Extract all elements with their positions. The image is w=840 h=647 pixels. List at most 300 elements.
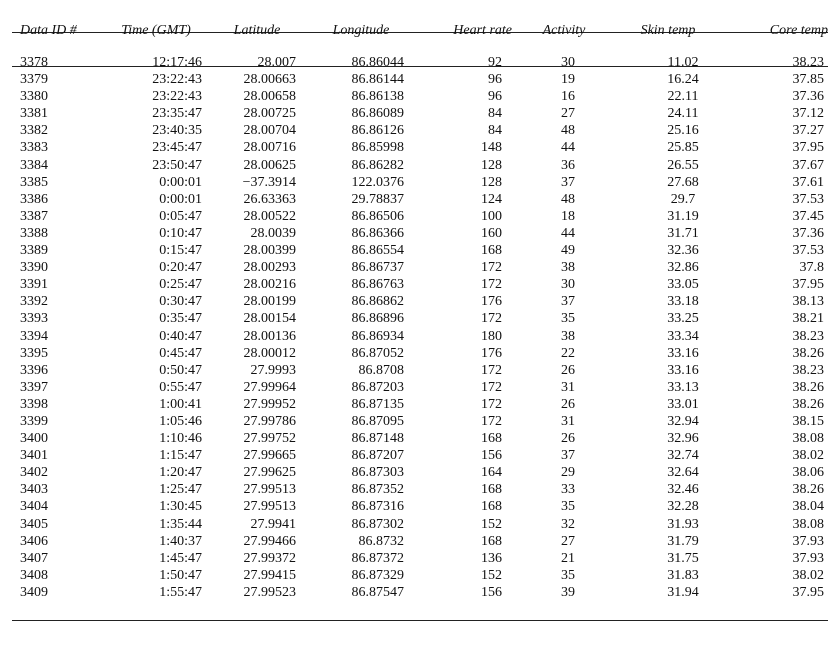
skin-temp-cell: 29.7 [670, 191, 696, 207]
skin-temp-cell: 31.75 [667, 550, 699, 566]
table-body [12, 48, 828, 601]
activity-cell: 37 [561, 448, 575, 464]
longitude-cell: 86.86737 [351, 260, 404, 276]
table-row [12, 259, 828, 276]
latitude-cell: 28.00154 [243, 311, 296, 327]
table-row [12, 464, 828, 481]
activity-cell: 19 [561, 72, 575, 88]
latitude-cell: 27.99952 [243, 396, 296, 412]
longitude-cell: 86.85998 [351, 140, 404, 156]
activity-cell: 16 [561, 89, 575, 105]
heart-rate-cell: 168 [481, 431, 502, 447]
longitude-cell: 86.87207 [351, 448, 404, 464]
time-cell: 0:40:47 [159, 328, 202, 344]
heart-rate-cell: 168 [481, 533, 502, 549]
longitude-cell: 86.87302 [351, 516, 404, 532]
time-cell: 0:35:47 [159, 311, 202, 327]
time-cell: 1:00:41 [159, 396, 202, 412]
longitude-cell: 86.86554 [351, 243, 404, 259]
latitude-cell: 28.00199 [243, 294, 296, 310]
skin-temp-cell: 32.36 [667, 243, 699, 259]
skin-temp-cell: 32.64 [667, 465, 699, 481]
time-cell: 1:35:44 [159, 516, 202, 532]
data-id-cell: 3378 [20, 55, 48, 70]
longitude-cell: 86.86126 [351, 123, 404, 139]
skin-temp-cell: 11.02 [667, 55, 699, 70]
skin-temp-cell: 33.34 [667, 328, 699, 344]
column-header-heart-rate: Heart rate [453, 23, 512, 38]
heart-rate-cell: 172 [481, 413, 502, 429]
table-row [12, 481, 828, 498]
header-row [12, 0, 828, 48]
table-row [12, 516, 828, 533]
time-cell: 1:15:47 [159, 448, 202, 464]
activity-cell: 35 [561, 567, 575, 583]
skin-temp-cell: 32.74 [667, 448, 699, 464]
column-header-longitude: Longitude [332, 23, 390, 38]
skin-temp-cell: 25.16 [667, 123, 699, 139]
time-cell: 1:05:46 [159, 413, 202, 429]
skin-temp-cell: 32.46 [667, 482, 699, 498]
time-cell: 1:55:47 [159, 584, 202, 600]
activity-cell: 22 [561, 345, 575, 361]
latitude-cell: 27.99372 [243, 550, 296, 566]
heart-rate-cell: 156 [481, 448, 502, 464]
core-temp-cell: 37.95 [792, 584, 824, 600]
activity-cell: 33 [561, 482, 575, 498]
core-temp-cell: 38.23 [792, 55, 824, 70]
data-id-cell: 3394 [20, 328, 48, 344]
table-row [12, 430, 828, 447]
skin-temp-cell: 31.71 [667, 225, 699, 241]
table-row [12, 276, 828, 293]
longitude-cell: 86.8732 [358, 533, 404, 549]
activity-cell: 18 [561, 208, 575, 224]
core-temp-cell: 38.13 [792, 294, 824, 310]
longitude-cell: 86.86862 [351, 294, 404, 310]
latitude-cell: 28.007 [257, 55, 296, 70]
table-row [12, 362, 828, 379]
core-temp-cell: 38.06 [792, 465, 824, 481]
table-row [12, 71, 828, 88]
time-cell: 0:05:47 [159, 208, 202, 224]
time-cell: 0:00:01 [159, 191, 202, 207]
activity-cell: 29 [561, 465, 575, 481]
skin-temp-cell: 32.28 [667, 499, 699, 515]
skin-temp-cell: 24.11 [667, 106, 699, 122]
data-id-cell: 3393 [20, 311, 48, 327]
data-id-cell: 3382 [20, 123, 48, 139]
time-cell: 0:20:47 [159, 260, 202, 276]
latitude-cell: 28.00625 [243, 157, 296, 173]
column-header-data-id: Data ID # [20, 23, 77, 38]
table-row [12, 447, 828, 464]
heart-rate-cell: 160 [481, 225, 502, 241]
activity-cell: 49 [561, 243, 575, 259]
time-cell: 12:17:46 [152, 55, 202, 70]
skin-temp-cell: 31.93 [667, 516, 699, 532]
skin-temp-cell: 31.83 [667, 567, 699, 583]
core-temp-cell: 38.23 [792, 328, 824, 344]
table-row [12, 48, 828, 71]
activity-cell: 26 [561, 396, 575, 412]
core-temp-cell: 38.21 [792, 311, 824, 327]
heart-rate-cell: 172 [481, 277, 502, 293]
longitude-cell: 86.86044 [351, 55, 404, 70]
core-temp-cell: 37.67 [792, 157, 824, 173]
column-header-activity: Activity [542, 23, 586, 38]
longitude-cell: 86.87095 [351, 413, 404, 429]
data-id-cell: 3406 [20, 533, 48, 549]
heart-rate-cell: 136 [481, 550, 502, 566]
time-cell: 0:15:47 [159, 243, 202, 259]
latitude-cell: 28.00522 [243, 208, 296, 224]
core-temp-cell: 37.95 [792, 140, 824, 156]
core-temp-cell: 37.53 [792, 243, 824, 259]
heart-rate-cell: 84 [488, 123, 502, 139]
time-cell: 23:22:43 [152, 89, 202, 105]
table-row [12, 139, 828, 156]
core-temp-cell: 37.36 [792, 225, 824, 241]
data-id-cell: 3398 [20, 396, 48, 412]
activity-cell: 21 [561, 550, 575, 566]
data-id-cell: 3404 [20, 499, 48, 515]
longitude-cell: 86.86934 [351, 328, 404, 344]
core-temp-cell: 37.93 [792, 550, 824, 566]
latitude-cell: 27.9993 [250, 362, 296, 378]
heart-rate-cell: 168 [481, 482, 502, 498]
latitude-cell: 27.99964 [243, 379, 296, 395]
table-row [12, 310, 828, 327]
heart-rate-cell: 100 [481, 208, 502, 224]
time-cell: 0:10:47 [159, 225, 202, 241]
skin-temp-cell: 33.16 [667, 345, 699, 361]
longitude-cell: 122.0376 [351, 174, 404, 190]
data-id-cell: 3386 [20, 191, 48, 207]
latitude-cell: 28.00658 [243, 89, 296, 105]
table-row [12, 533, 828, 550]
activity-cell: 26 [561, 431, 575, 447]
table-row [12, 88, 828, 105]
table-row [12, 293, 828, 310]
data-id-cell: 3390 [20, 260, 48, 276]
data-id-cell: 3405 [20, 516, 48, 532]
data-id-cell: 3391 [20, 277, 48, 293]
heart-rate-cell: 164 [481, 465, 502, 481]
longitude-cell: 86.87547 [351, 584, 404, 600]
core-temp-cell: 38.26 [792, 345, 824, 361]
longitude-cell: 86.86506 [351, 208, 404, 224]
time-cell: 0:45:47 [159, 345, 202, 361]
data-id-cell: 3396 [20, 362, 48, 378]
skin-temp-cell: 33.16 [667, 362, 699, 378]
longitude-cell: 86.86366 [351, 225, 404, 241]
data-id-cell: 3409 [20, 584, 48, 600]
data-id-cell: 3388 [20, 225, 48, 241]
core-temp-cell: 38.23 [792, 362, 824, 378]
table-row [12, 157, 828, 174]
core-temp-cell: 37.45 [792, 208, 824, 224]
skin-temp-cell: 26.55 [667, 157, 699, 173]
skin-temp-cell: 32.96 [667, 431, 699, 447]
table-row [12, 345, 828, 362]
table-row [12, 498, 828, 515]
longitude-cell: 86.86089 [351, 106, 404, 122]
longitude-cell: 86.86896 [351, 311, 404, 327]
table-row [12, 242, 828, 259]
latitude-cell: 27.99625 [243, 465, 296, 481]
latitude-cell: 27.99665 [243, 448, 296, 464]
skin-temp-cell: 31.94 [667, 584, 699, 600]
skin-temp-cell: 31.79 [667, 533, 699, 549]
data-id-cell: 3408 [20, 567, 48, 583]
heart-rate-cell: 172 [481, 379, 502, 395]
data-id-cell: 3385 [20, 174, 48, 190]
activity-cell: 26 [561, 362, 575, 378]
skin-temp-cell: 25.85 [667, 140, 699, 156]
activity-cell: 39 [561, 584, 575, 600]
longitude-cell: 86.87148 [351, 431, 404, 447]
column-header-time: Time (GMT) [121, 23, 191, 38]
table-row [12, 174, 828, 191]
table-bottom-rule [12, 620, 828, 621]
data-id-cell: 3392 [20, 294, 48, 310]
heart-rate-cell: 156 [481, 584, 502, 600]
activity-cell: 48 [561, 191, 575, 207]
table-row [12, 396, 828, 413]
activity-cell: 32 [561, 516, 575, 532]
time-cell: 23:45:47 [152, 140, 202, 156]
core-temp-cell: 37.53 [792, 191, 824, 207]
core-temp-cell: 38.26 [792, 379, 824, 395]
skin-temp-cell: 27.68 [667, 174, 699, 190]
longitude-cell: 29.78837 [351, 191, 404, 207]
core-temp-cell: 38.15 [792, 413, 824, 429]
core-temp-cell: 38.02 [792, 448, 824, 464]
time-cell: 1:50:47 [159, 567, 202, 583]
data-id-cell: 3383 [20, 140, 48, 156]
core-temp-cell: 37.93 [792, 533, 824, 549]
heart-rate-cell: 172 [481, 311, 502, 327]
time-cell: 23:22:43 [152, 72, 202, 88]
column-header-latitude: Latitude [233, 23, 281, 38]
data-id-cell: 3387 [20, 208, 48, 224]
longitude-cell: 86.87329 [351, 567, 404, 583]
time-cell: 0:50:47 [159, 362, 202, 378]
heart-rate-cell: 124 [481, 191, 502, 207]
table-row [12, 191, 828, 208]
latitude-cell: 28.00136 [243, 328, 296, 344]
time-cell: 23:35:47 [152, 106, 202, 122]
latitude-cell: 27.99786 [243, 413, 296, 429]
latitude-cell: 28.00293 [243, 260, 296, 276]
heart-rate-cell: 96 [488, 72, 502, 88]
core-temp-cell: 37.27 [792, 123, 824, 139]
skin-temp-cell: 33.01 [667, 396, 699, 412]
heart-rate-cell: 92 [488, 55, 502, 70]
latitude-cell: 27.99415 [243, 567, 296, 583]
latitude-cell: 28.00216 [243, 277, 296, 293]
time-cell: 1:20:47 [159, 465, 202, 481]
longitude-cell: 86.86763 [351, 277, 404, 293]
latitude-cell: 27.99752 [243, 431, 296, 447]
skin-temp-cell: 31.19 [667, 208, 699, 224]
core-temp-cell: 37.85 [792, 72, 824, 88]
table-row [12, 225, 828, 242]
heart-rate-cell: 152 [481, 516, 502, 532]
core-temp-cell: 38.04 [792, 499, 824, 515]
core-temp-cell: 38.26 [792, 396, 824, 412]
time-cell: 1:40:37 [159, 533, 202, 549]
latitude-cell: −37.3914 [242, 174, 296, 190]
latitude-cell: 27.99523 [243, 584, 296, 600]
latitude-cell: 27.9941 [250, 516, 296, 532]
activity-cell: 36 [561, 157, 575, 173]
heart-rate-cell: 128 [481, 157, 502, 173]
time-cell: 1:30:45 [159, 499, 202, 515]
heart-rate-cell: 168 [481, 499, 502, 515]
activity-cell: 30 [561, 277, 575, 293]
data-id-cell: 3397 [20, 379, 48, 395]
heart-rate-cell: 128 [481, 174, 502, 190]
core-temp-cell: 37.61 [792, 174, 824, 190]
activity-cell: 44 [561, 140, 575, 156]
longitude-cell: 86.87303 [351, 465, 404, 481]
column-header-core-temp: Core temp [769, 23, 828, 38]
heart-rate-cell: 96 [488, 89, 502, 105]
data-id-cell: 3407 [20, 550, 48, 566]
data-id-cell: 3380 [20, 89, 48, 105]
data-id-cell: 3389 [20, 243, 48, 259]
data-table [12, 0, 828, 601]
skin-temp-cell: 33.18 [667, 294, 699, 310]
core-temp-cell: 38.08 [792, 431, 824, 447]
activity-cell: 38 [561, 328, 575, 344]
data-id-cell: 3379 [20, 72, 48, 88]
latitude-cell: 28.00663 [243, 72, 296, 88]
longitude-cell: 86.87372 [351, 550, 404, 566]
table-header [12, 0, 828, 48]
longitude-cell: 86.8708 [358, 362, 404, 378]
core-temp-cell: 38.02 [792, 567, 824, 583]
activity-cell: 37 [561, 174, 575, 190]
core-temp-cell: 37.8 [799, 260, 824, 276]
heart-rate-cell: 172 [481, 260, 502, 276]
longitude-cell: 86.87352 [351, 482, 404, 498]
core-temp-cell: 38.26 [792, 482, 824, 498]
longitude-cell: 86.87135 [351, 396, 404, 412]
latitude-cell: 28.00716 [243, 140, 296, 156]
heart-rate-cell: 176 [481, 294, 502, 310]
activity-cell: 31 [561, 413, 575, 429]
table-row [12, 550, 828, 567]
data-id-cell: 3395 [20, 345, 48, 361]
time-cell: 0:30:47 [159, 294, 202, 310]
column-header-skin-temp: Skin temp [640, 23, 696, 38]
data-id-cell: 3402 [20, 465, 48, 481]
table-row [12, 122, 828, 139]
longitude-cell: 86.87203 [351, 379, 404, 395]
longitude-cell: 86.86144 [351, 72, 404, 88]
latitude-cell: 28.0039 [250, 225, 296, 241]
time-cell: 0:55:47 [159, 379, 202, 395]
time-cell: 0:00:01 [159, 174, 202, 190]
heart-rate-cell: 168 [481, 243, 502, 259]
time-cell: 1:45:47 [159, 550, 202, 566]
longitude-cell: 86.87052 [351, 345, 404, 361]
latitude-cell: 27.99513 [243, 482, 296, 498]
table-row [12, 413, 828, 430]
latitude-cell: 28.00704 [243, 123, 296, 139]
latitude-cell: 28.00012 [243, 345, 296, 361]
skin-temp-cell: 16.24 [667, 72, 699, 88]
time-cell: 23:40:35 [152, 123, 202, 139]
skin-temp-cell: 32.86 [667, 260, 699, 276]
data-id-cell: 3384 [20, 157, 48, 173]
activity-cell: 30 [561, 55, 575, 70]
heart-rate-cell: 84 [488, 106, 502, 122]
data-id-cell: 3403 [20, 482, 48, 498]
activity-cell: 27 [561, 106, 575, 122]
latitude-cell: 28.00725 [243, 106, 296, 122]
table-row [12, 567, 828, 584]
skin-temp-cell: 22.11 [667, 89, 699, 105]
table-row [12, 105, 828, 122]
table-row [12, 328, 828, 345]
latitude-cell: 26.63363 [243, 191, 296, 207]
heart-rate-cell: 172 [481, 362, 502, 378]
activity-cell: 44 [561, 225, 575, 241]
time-cell: 1:10:46 [159, 431, 202, 447]
heart-rate-cell: 172 [481, 396, 502, 412]
core-temp-cell: 37.95 [792, 277, 824, 293]
activity-cell: 31 [561, 379, 575, 395]
activity-cell: 35 [561, 499, 575, 515]
time-cell: 23:50:47 [152, 157, 202, 173]
activity-cell: 37 [561, 294, 575, 310]
heart-rate-cell: 148 [481, 140, 502, 156]
activity-cell: 27 [561, 533, 575, 549]
data-id-cell: 3400 [20, 431, 48, 447]
time-cell: 0:25:47 [159, 277, 202, 293]
activity-cell: 48 [561, 123, 575, 139]
table-row [12, 584, 828, 601]
heart-rate-cell: 152 [481, 567, 502, 583]
heart-rate-cell: 176 [481, 345, 502, 361]
activity-cell: 35 [561, 311, 575, 327]
latitude-cell: 28.00399 [243, 243, 296, 259]
skin-temp-cell: 33.13 [667, 379, 699, 395]
core-temp-cell: 37.36 [792, 89, 824, 105]
time-cell: 1:25:47 [159, 482, 202, 498]
data-id-cell: 3401 [20, 448, 48, 464]
longitude-cell: 86.86282 [351, 157, 404, 173]
skin-temp-cell: 33.25 [667, 311, 699, 327]
latitude-cell: 27.99513 [243, 499, 296, 515]
skin-temp-cell: 32.94 [667, 413, 699, 429]
table-row [12, 208, 828, 225]
core-temp-cell: 37.12 [792, 106, 824, 122]
longitude-cell: 86.86138 [351, 89, 404, 105]
latitude-cell: 27.99466 [243, 533, 296, 549]
activity-cell: 38 [561, 260, 575, 276]
data-id-cell: 3399 [20, 413, 48, 429]
core-temp-cell: 38.08 [792, 516, 824, 532]
heart-rate-cell: 180 [481, 328, 502, 344]
table-row [12, 379, 828, 396]
data-id-cell: 3381 [20, 106, 48, 122]
longitude-cell: 86.87316 [351, 499, 404, 515]
